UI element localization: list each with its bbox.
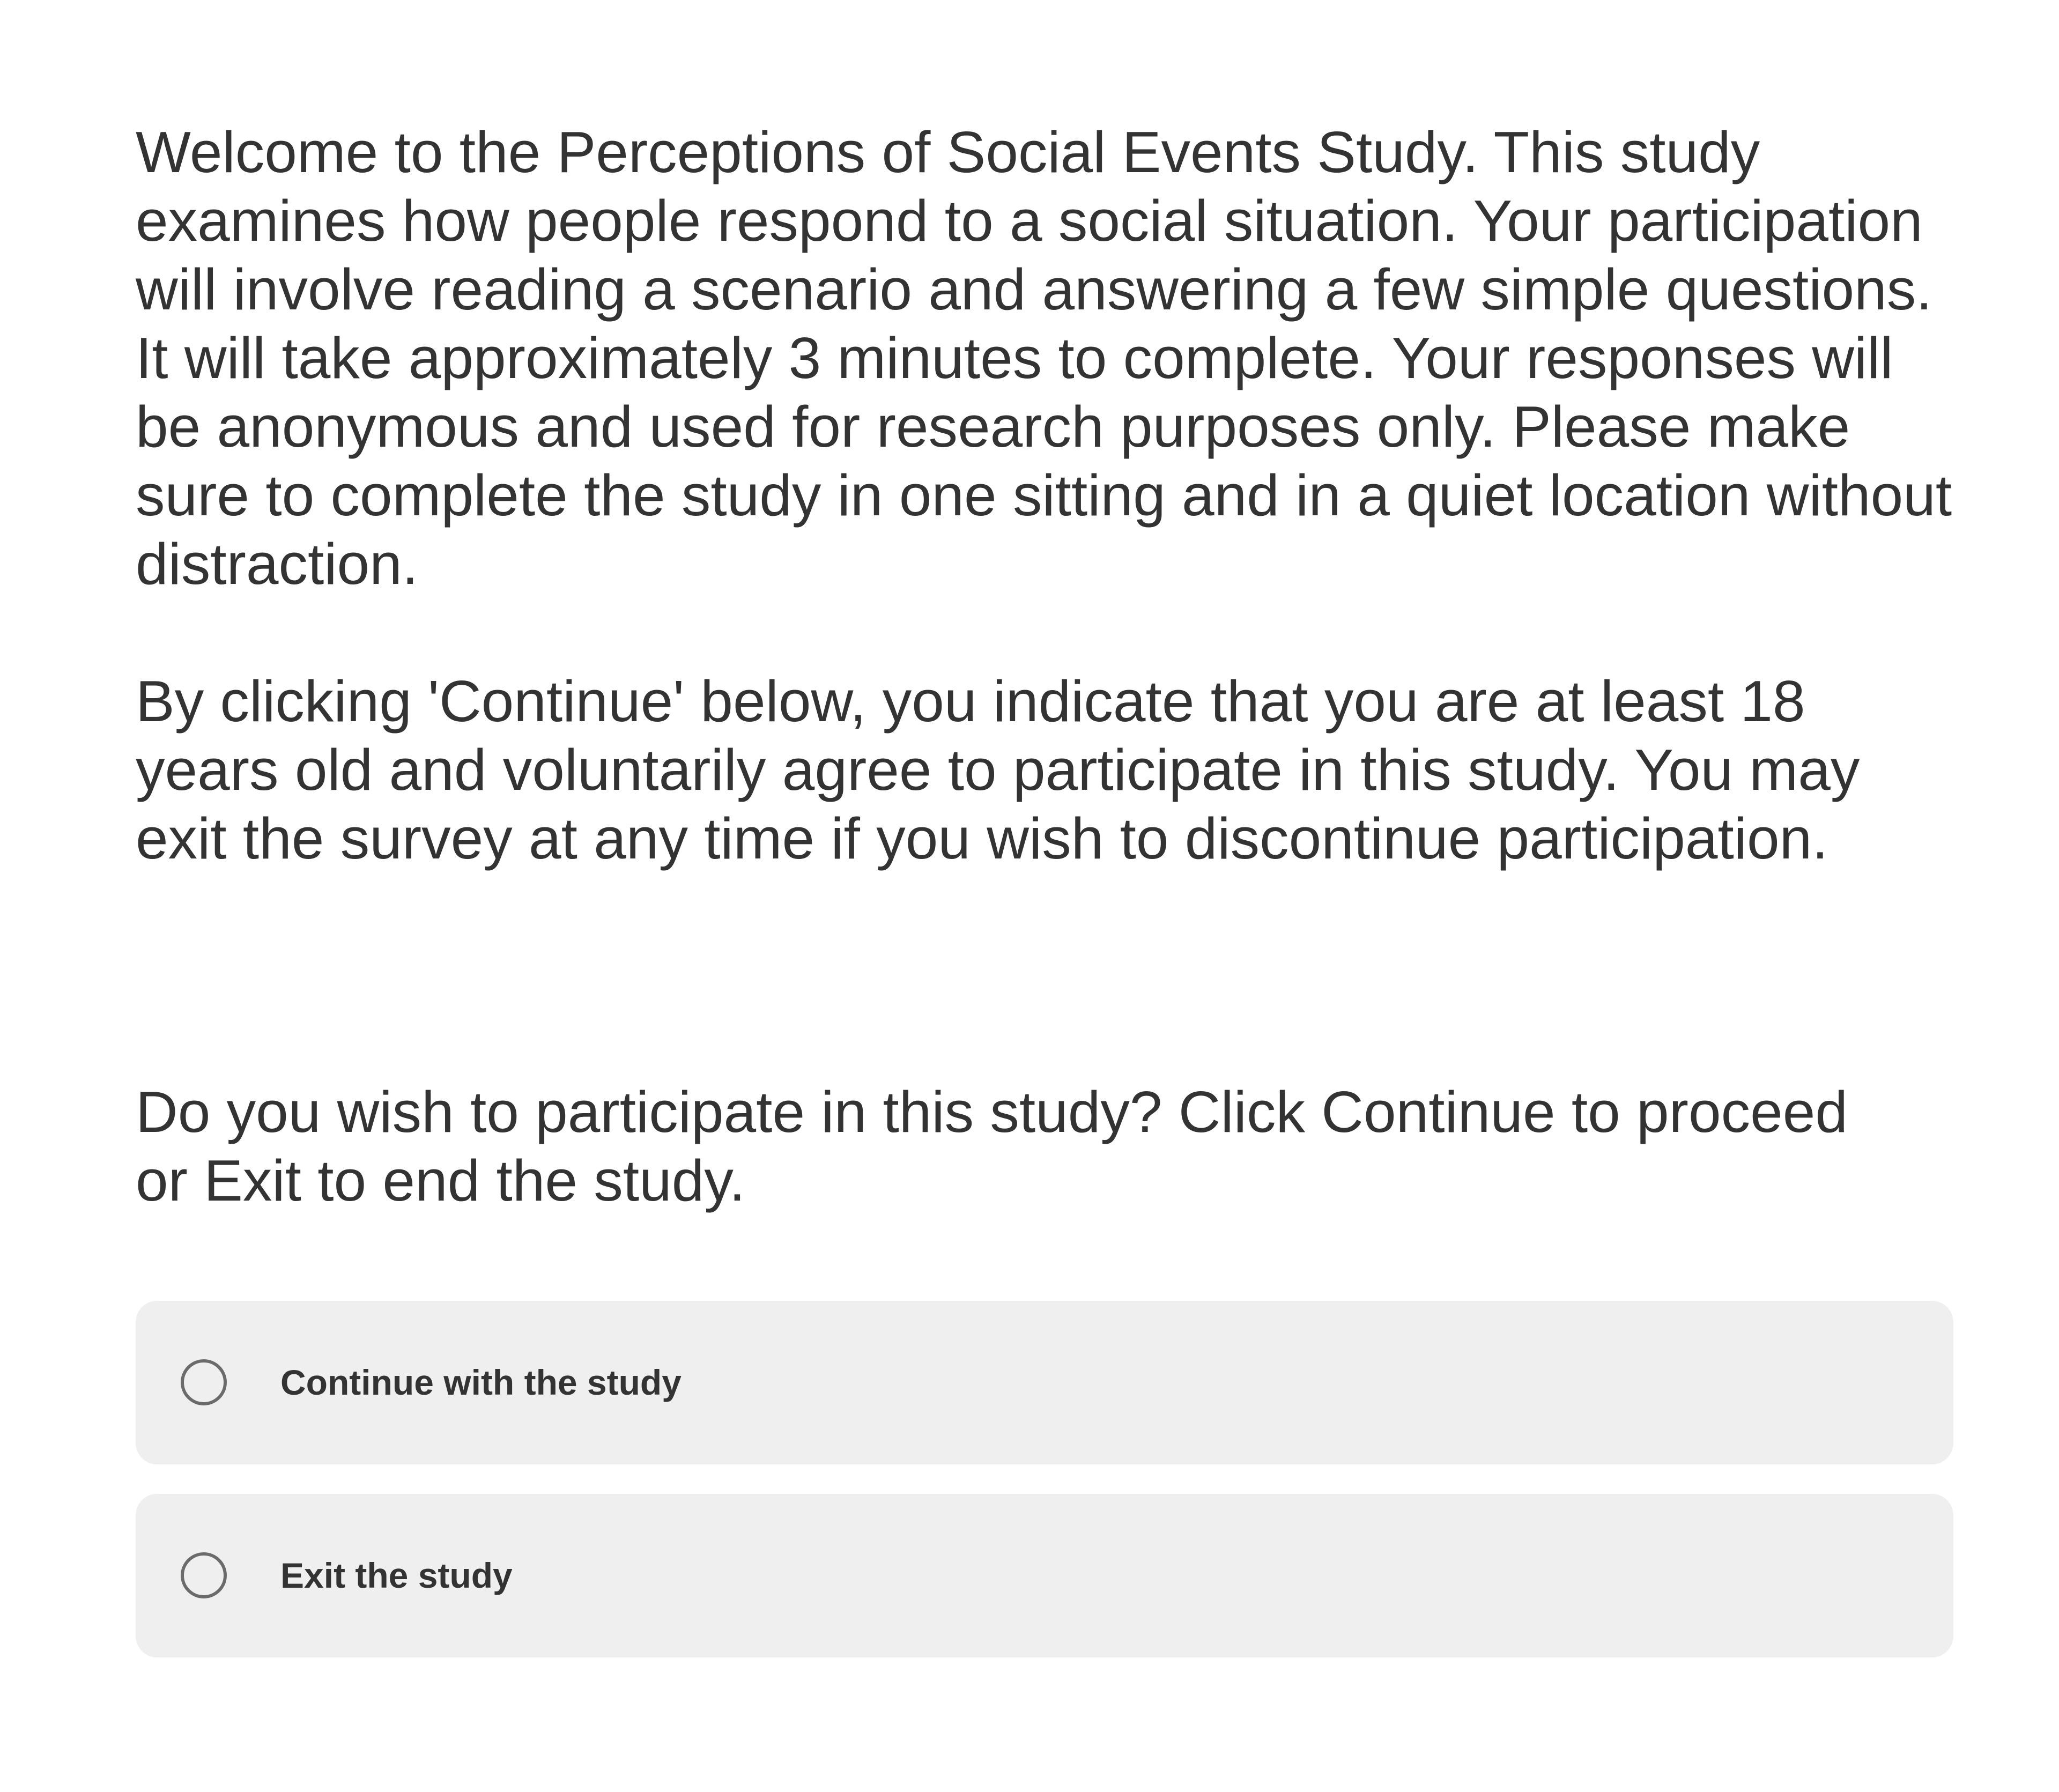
question-text: Do you wish to participate in this study? Click Continue to proceed or Exit to end the study.: [136, 1079, 1848, 1213]
choice-label-exit: Exit the study: [280, 1556, 513, 1595]
radio-circle-icon[interactable]: [181, 1359, 227, 1405]
choice-label-continue: Continue with the study: [280, 1362, 682, 1402]
choice-continue-with-study[interactable]: [136, 1301, 1953, 1464]
consent-paragraph-intro: Welcome to the Perceptions of Social Events Study. This study examines how people respond to a social situation. Your participation will involve reading a scenario and answering a few simple questions. It will take approximately 3 minutes to complete. Your responses will be anonymous and used for research purposes only. Please make sure to complete the study in one sitting and in a quiet location without distraction.: [136, 120, 1952, 597]
choice-exit-study[interactable]: [136, 1494, 1953, 1657]
radio-circle-icon[interactable]: [181, 1552, 227, 1598]
consent-block: [136, 118, 1953, 873]
consent-paragraph-agreement: By clicking 'Continue' below, you indicate that you are at least 18 years old and voluntarily agree to participate in this study. You may exit the survey at any time if you wish to discontinue participation.: [136, 669, 1860, 871]
